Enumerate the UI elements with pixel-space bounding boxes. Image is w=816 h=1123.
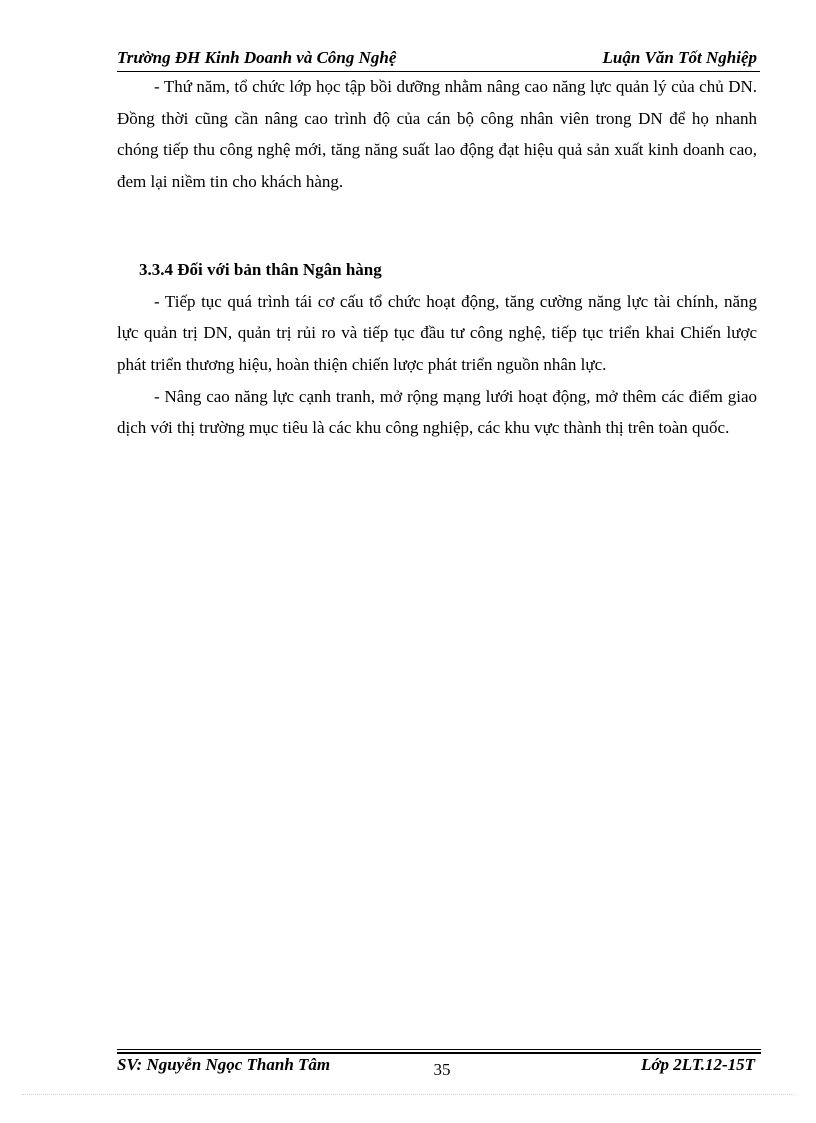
- paragraph-1: - Thứ năm, tổ chức lớp học tập bồi dưỡng nhằm nâng cao năng lực quản lý của chủ DN. Đồng thời cũng cần nâng cao trình độ của cán bộ công nhân viên trong DN để họ nhanh chóng tiếp thu công nghệ mới, tăng năng suất lao động đạt hiệu quả sản xuất kinh doanh cao, đem lại niềm tin cho khách hàng.: [117, 77, 757, 192]
- footer-rule-thick: [117, 1052, 761, 1054]
- paragraph-2: - Tiếp tục quá trình tái cơ cấu tổ chức hoạt động, tăng cường năng lực tài chính, năng lực quản trị DN, quản trị rủi ro và tiếp tục đầu tư công nghệ, tiếp tục triển khai Chiến lược phát triển thương hiệu, hoàn thiện chiến lược phát triển nguồn nhân lực.: [117, 291, 757, 374]
- page-header: [117, 48, 759, 70]
- footer-student-name: SV: Nguyễn Ngọc Thanh Tâm: [117, 1055, 331, 1074]
- page-content: [117, 71, 757, 444]
- paragraph-3: - Nâng cao năng lực cạnh tranh, mở rộng mạng lưới hoạt động, mở thêm các điểm giao dịch với thị trường mục tiêu là các khu công nghiệp, các khu vực thành thị trên toàn quốc.: [117, 386, 757, 438]
- header-document-type: Luận Văn Tốt Nghiệp: [602, 48, 757, 67]
- footer-rule-thin: [117, 1049, 761, 1050]
- header-school-name: Trường ĐH Kinh Doanh và Công Nghệ: [117, 48, 397, 67]
- section-heading: 3.3.4 Đối với bản thân Ngân hàng: [139, 259, 382, 279]
- page-bottom-dotted-line: [22, 1094, 794, 1095]
- page-number: 35: [433, 1060, 451, 1079]
- footer-class: Lớp 2LT.12-15T: [641, 1055, 755, 1074]
